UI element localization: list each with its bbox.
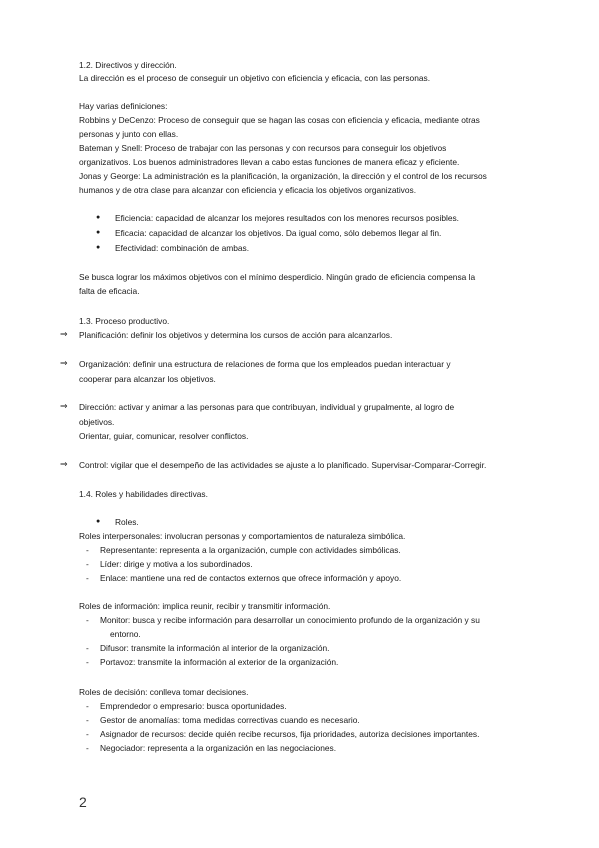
- list-item: ● Eficiencia: capacidad de alcanzar los mejores resultados con los menores recursos posibles.: [96, 213, 460, 223]
- text-line: Dirección: activar y animar a las personas para que contribuyan, individual y grupalmente, al logro de: [79, 402, 455, 412]
- dash-list: [86, 544, 526, 586]
- list-item: [60, 329, 530, 342]
- right-double-arrow-icon: ⇒: [60, 330, 68, 340]
- text-line: personas y junto con ellas.: [79, 129, 179, 139]
- right-double-arrow-icon: ⇒: [60, 460, 68, 470]
- list-item: ● Efectividad: combinación de ambas.: [96, 243, 250, 253]
- list-item: - Monitor: busca y recibe información para desarrollar un conocimiento profundo de la organización y su: [86, 615, 480, 625]
- text-line: falta de eficacia.: [79, 286, 140, 296]
- bullet-icon: ●: [96, 518, 101, 525]
- list-item: ● Eficacia: capacidad de alcanzar los objetivos. Da igual como, sólo debemos llegar al fin.: [96, 228, 442, 238]
- text-line: objetivos.: [79, 416, 115, 427]
- list-item: [60, 401, 530, 443]
- roles-group-title: Roles de decisión: conlleva tomar decisiones.: [79, 687, 249, 697]
- bullet-icon: ●: [96, 229, 101, 236]
- list-item-continuation: entorno.: [110, 629, 141, 639]
- list-item: ● Roles.: [96, 517, 139, 527]
- text-line: Jonas y George: La administración es la planificación, la organización, la dirección y el control de los recursos: [79, 171, 487, 181]
- text-line: Se busca lograr los máximos objetivos con el mínimo desperdicio. Ningún grado de eficiencia compensa la: [79, 272, 476, 282]
- list-item: - Representante: representa a la organización, cumple con actividades simbólicas.: [86, 545, 401, 555]
- paragraph: La dirección es el proceso de conseguir un objetivo con eficiencia y eficacia, con las personas.: [79, 73, 431, 83]
- dash-list: [86, 700, 526, 756]
- text-line: Robbins y DeCenzo: Proceso de conseguir que se hagan las cosas con eficiencia y eficacia, mediante otras: [79, 115, 480, 125]
- section-heading: 1.4. Roles y habilidades directivas.: [79, 489, 208, 499]
- text-line: Planificación: definir los objetivos y determina los cursos de acción para alcanzarlos.: [79, 330, 393, 340]
- list-item: - Gestor de anomalías: toma medidas correctivas cuando es necesario.: [86, 715, 360, 725]
- text-line: humanos y de otra clase para alcanzar con eficiencia y eficacia los objetivos organizativos.: [79, 185, 417, 195]
- list-item: - Emprendedor o empresario: busca oportunidades.: [86, 701, 287, 711]
- list-item: - Líder: dirige y motiva a los subordinados.: [86, 559, 253, 569]
- text-line: Bateman y Snell: Proceso de trabajar con las personas y con recursos para conseguir los objetivos: [79, 143, 447, 153]
- list-item: - Portavoz: transmite la información al exterior de la organización.: [86, 657, 339, 667]
- right-double-arrow-icon: ⇒: [60, 402, 68, 412]
- text-line: cooperar para alcanzar los objetivos.: [79, 373, 216, 384]
- text-line: organizativos. Los buenos administradores llevan a cabo estas funciones de manera eficaz y eficiente.: [79, 157, 460, 167]
- bullet-icon: ●: [96, 214, 101, 221]
- page-number: 2: [79, 794, 87, 810]
- text-line: Control: vigilar que el desempeño de las actividades se ajuste a lo planificado. Supervisar-Comparar-Corregir.: [79, 460, 487, 470]
- bullet-list: [96, 212, 526, 257]
- list-item: [60, 459, 530, 472]
- list-item: [60, 358, 530, 385]
- list-item: - Enlace: mantiene una red de contactos externos que ofrece información y apoyo.: [86, 573, 402, 583]
- roles-group-title: Roles interpersonales: involucran personas y comportamientos de naturaleza simbólica.: [79, 531, 406, 541]
- bullet-icon: ●: [96, 244, 101, 251]
- text-line: Orientar, guiar, comunicar, resolver conflictos.: [79, 431, 249, 442]
- list-item: - Difusor: transmite la información al interior de la organización.: [86, 643, 330, 653]
- list-item: - Asignador de recursos: decide quién recibe recursos, fija prioridades, autoriza decisiones importantes.: [86, 729, 480, 739]
- roles-group-title: Roles de información: implica reunir, recibir y transmitir información.: [79, 601, 331, 611]
- paragraph: Hay varias definiciones:: [79, 101, 168, 111]
- list-item: - Negociador: representa a la organización en las negociaciones.: [86, 743, 337, 753]
- bullet-list: [96, 516, 526, 529]
- section-heading: 1.2. Directivos y dirección.: [79, 60, 177, 70]
- section-heading: 1.3. Proceso productivo.: [79, 316, 170, 326]
- right-double-arrow-icon: ⇒: [60, 359, 68, 369]
- dash-list: [86, 614, 526, 670]
- text-line: Organización: definir una estructura de relaciones de forma que los empleados puedan interactuar y: [79, 359, 451, 369]
